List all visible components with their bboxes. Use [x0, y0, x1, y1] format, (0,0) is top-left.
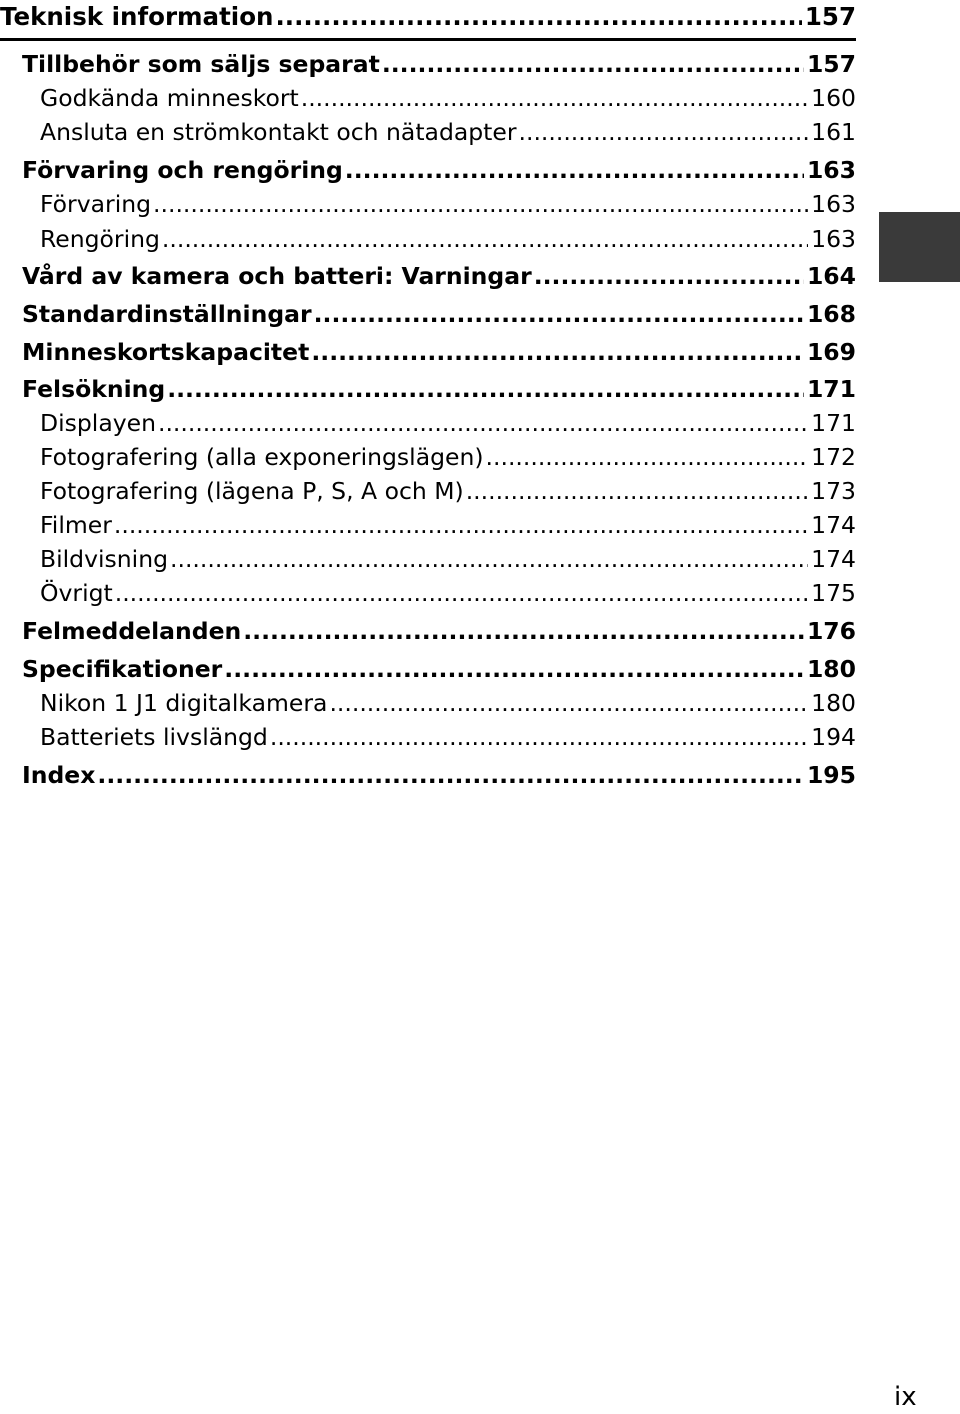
toc-entry-label: Rengöring [40, 225, 160, 253]
toc-entry-page: 168 [806, 300, 856, 328]
toc-entry-vard-av-kamera[interactable] [22, 259, 856, 293]
toc-entry-page: 194 [811, 723, 856, 751]
toc-entry-label: Minneskortskapacitet [22, 338, 310, 366]
toc-entry-label: Displayen [40, 409, 156, 437]
toc-entry-filmer[interactable] [40, 508, 856, 542]
toc-entry-index[interactable] [22, 758, 856, 792]
toc-entry-label: Tillbehör som säljs separat [22, 50, 380, 78]
toc-entry-displayen[interactable] [40, 406, 856, 440]
dot-leader [243, 614, 804, 648]
section-heading-page: 157 [804, 2, 856, 31]
toc-entry-label: Batteriets livslängd [40, 723, 268, 751]
dot-leader [345, 153, 804, 187]
toc-entry-page: 171 [806, 375, 856, 403]
section-divider [0, 38, 856, 41]
dot-leader [162, 222, 808, 256]
toc-entry-label: Nikon 1 J1 digitalkamera [40, 689, 328, 717]
toc-entry-fotografering-psam[interactable] [40, 474, 856, 508]
dot-leader [534, 259, 804, 293]
dot-leader [314, 297, 804, 331]
dot-leader [115, 576, 808, 610]
toc-entry-page: 157 [806, 50, 856, 78]
dot-leader [519, 115, 809, 149]
toc-entry-label: Förvaring och rengöring [22, 156, 343, 184]
dot-leader [153, 187, 808, 221]
section-heading-label: Teknisk information [0, 2, 274, 31]
toc-entry-godkanda-minneskort[interactable] [40, 81, 856, 115]
toc-entry-page: 175 [811, 579, 856, 607]
dot-leader [167, 372, 804, 406]
section-heading[interactable] [0, 0, 856, 34]
dot-leader [158, 406, 808, 440]
toc-entry-felmeddelanden[interactable] [22, 614, 856, 648]
dot-leader [270, 720, 808, 754]
toc-entry-page: 174 [811, 511, 856, 539]
toc-entry-page: 163 [811, 190, 856, 218]
toc-entry-standardinstallningar[interactable] [22, 297, 856, 331]
toc-entry-label: Filmer [40, 511, 112, 539]
toc-entry-batteriets-livslangd[interactable] [40, 720, 856, 754]
dot-leader [311, 335, 804, 369]
toc-entry-page: 173 [811, 477, 856, 505]
toc-entry-forvaring[interactable] [40, 187, 856, 221]
dot-leader [466, 474, 808, 508]
toc-entry-page: 163 [811, 225, 856, 253]
toc-entry-page: 161 [811, 118, 856, 146]
toc-entry-tillbehor[interactable] [22, 47, 856, 81]
toc-entry-fotografering-alla[interactable] [40, 440, 856, 474]
dot-leader [97, 758, 804, 792]
dot-leader [224, 652, 804, 686]
toc-entry-page: 195 [806, 761, 856, 789]
toc-entry-label: Index [22, 761, 96, 789]
toc-entry-ansluta-stromkontakt[interactable] [40, 115, 856, 149]
toc-entry-label: Godkända minneskort [40, 84, 299, 112]
toc-entry-label: Fotografering (lägena P, S, A och M) [40, 477, 464, 505]
toc-entry-label: Standardinställningar [22, 300, 312, 328]
toc-entry-felsokning[interactable] [22, 372, 856, 406]
dot-leader [170, 542, 808, 576]
toc-entry-label: Övrigt [40, 579, 113, 607]
dot-leader [301, 81, 808, 115]
toc-entry-forvaring-och-rengoring[interactable] [22, 153, 856, 187]
toc-entry-page: 174 [811, 545, 856, 573]
toc-entry-label: Förvaring [40, 190, 152, 218]
toc-entry-minneskortskapacitet[interactable] [22, 335, 856, 369]
toc-entry-label: Felmeddelanden [22, 617, 242, 645]
toc-entry-specifikationer[interactable] [22, 652, 856, 686]
toc-entry-ovrigt[interactable] [40, 576, 856, 610]
toc-entry-label: Bildvisning [40, 545, 169, 573]
toc-entry-rengoring[interactable] [40, 222, 856, 256]
toc-entry-label: Specifikationer [22, 655, 223, 683]
dot-leader [486, 440, 809, 474]
toc-entry-page: 171 [811, 409, 856, 437]
toc-entry-label: Ansluta en strömkontakt och nätadapter [40, 118, 517, 146]
dot-leader [329, 686, 808, 720]
dot-leader [275, 0, 801, 34]
toc-entry-nikon-j1[interactable] [40, 686, 856, 720]
toc-entry-page: 160 [811, 84, 856, 112]
chapter-tab-marker [879, 212, 960, 282]
toc-entry-page: 164 [806, 262, 856, 290]
toc-entry-page: 180 [806, 655, 856, 683]
toc-entry-label: Vård av kamera och batteri: Varningar [22, 262, 532, 290]
dot-leader [114, 508, 808, 542]
toc-entry-page: 163 [806, 156, 856, 184]
toc-entry-label: Fotografering (alla exponeringslägen) [40, 443, 484, 471]
dot-leader [382, 47, 804, 81]
toc-entry-page: 176 [806, 617, 856, 645]
toc-entry-page: 172 [811, 443, 856, 471]
toc-entry-bildvisning[interactable] [40, 542, 856, 576]
page-number: ix [894, 1382, 917, 1412]
toc-entry-page: 169 [806, 338, 856, 366]
toc-entry-page: 180 [811, 689, 856, 717]
toc-entry-label: Felsökning [22, 375, 166, 403]
